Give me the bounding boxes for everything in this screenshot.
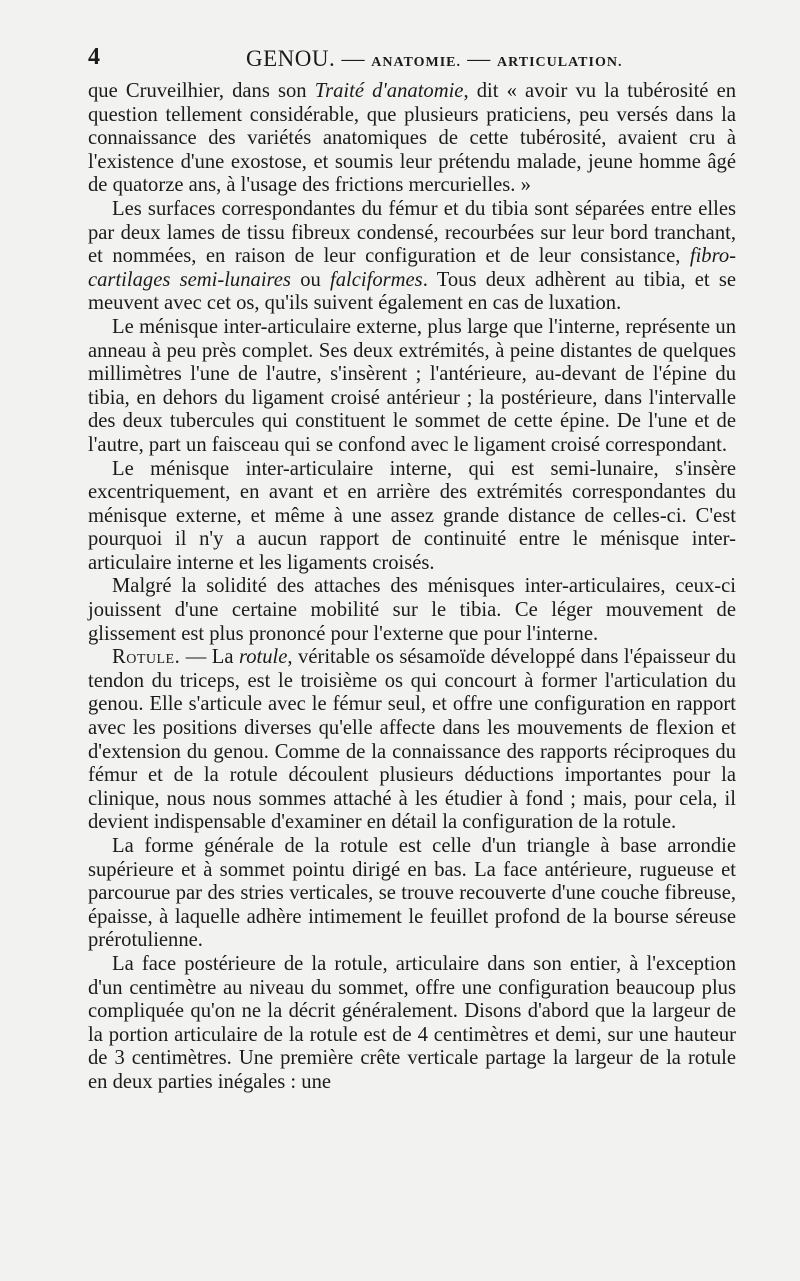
paragraph-6: Rotule. — La rotule, véritable os sésamoïde développé dans l'épaisseur du tendon du triceps, est le troisième os qui concourt à former l'articulation du genou. Elle s'articule avec le fémur seul, et offre une configuration en rapport avec les positions diverses qu'elle affecte dans les mouvements de flexion et d'extension du genou. Comme de la connaissance des rapports réciproques du fémur et de la rotule découlent plusieurs déductions importantes pour la clinique, nous nous sommes attaché à les étudier à fond ; mais, pour cela, il devient indispensable d'examiner en détail la configuration de la rotule. <box>88 646 736 834</box>
chapter-title: GENOU. <box>246 46 336 71</box>
term-rotule: rotule <box>238 646 288 669</box>
paragraph-4: Le ménisque inter-articulaire interne, qui est semi-lunaire, s'insère excentriquement, en avant et en arrière des extrémités correspondantes du ménisque externe, et même à une assez grande distance de celles-ci. C'est pourquoi il n'y a aucun rapport de continuité entre le ménisque inter-articulaire interne et les ligaments croisés. <box>88 457 736 574</box>
book-title: Traité d'anatomie <box>314 80 464 102</box>
running-header <box>88 40 738 80</box>
term-falciformes: falciformes <box>330 268 423 291</box>
paragraph-3: Le ménisque inter-articulaire externe, plus large que l'interne, représente un anneau à peu près complet. Ses deux extrémités, à peine distantes de quelques millimètres l'une de l'autre, s'insèrent ; l'antérieure, au-devant de l'épine du tibia, en dehors du ligament croisé antérieur ; la postérieure, dans l'intervalle des deux tubercules qui constituent le sommet de cette épine. De l'une et de l'autre, part un faisceau qui se confond avec le ligament croisé correspondant. <box>88 315 736 456</box>
paragraph-5: Malgré la solidité des attaches des ménisques inter-articulaires, ceux-ci jouissent d'une certaine mobilité sur le tibia. Ce léger mouvement de glissement est plus prononcé pour l'externe que pour l'interne. <box>88 575 736 645</box>
body-text <box>88 80 736 1095</box>
section-heading-rotule: Rotule. <box>112 646 181 669</box>
term-fibro-cartilages: fibro-cartilages semi-lunaires <box>88 245 736 291</box>
paragraph-8: La face postérieure de la rotule, articulaire dans son entier, à l'exception d'un centimètre au niveau du sommet, offre une configuration beaucoup plus compliquée qu'on ne la décrit généralement. Disons d'abord que la largeur de la portion articulaire de la rotule est de 4 centimètres et demi, sur une hauteur de 3 centimètres. Une première crête verticale partage la largeur de la rotule en deux parties inégales : une <box>88 952 736 1093</box>
running-title: GENOU. — ANATOMIE. — ARTICULATION. <box>246 46 623 71</box>
section-name-articulation: ARTICULATION. <box>497 55 623 70</box>
paragraph-2: Les surfaces correspondantes du fémur et du tibia sont séparées entre elles par deux lames de tissu fibreux condensé, recourbées sur leur bord tranchant, et nommées, en raison de leur configuration et de leur consistance, fibro-cartilages semi-lunaires ou falciformes. Tous deux adhèrent au tibia, et se meuvent avec cet os, qu'ils suivent également en cas de luxation. <box>88 197 737 315</box>
page-number: 4 <box>88 44 100 70</box>
section-name-anatomie: ANATOMIE. <box>371 55 462 70</box>
paragraph-7: La forme générale de la rotule est celle d'un triangle à base arrondie supérieure et à sommet pointu dirigé en bas. La face antérieure, rugueuse et parcourue par des stries verticales, se trouve recouverte d'une couche fibreuse, épaisse, à laquelle adhère intimement le feuillet profond de la bourse séreuse prérotulienne. <box>88 835 736 952</box>
paragraph-1: que Cruveilhier, dans son Traité d'anatomie, dit « avoir vu la tubérosité en question tellement considérable, que plusieurs praticiens, peu versés dans la connaissance des variétés anatomiques de cette tubérosité, avaient cru à l'existence d'une exostose, et soumis leur prétendu malade, jeune homme âgé de quatorze ans, à l'usage des frictions mercurielles. » <box>88 80 737 197</box>
